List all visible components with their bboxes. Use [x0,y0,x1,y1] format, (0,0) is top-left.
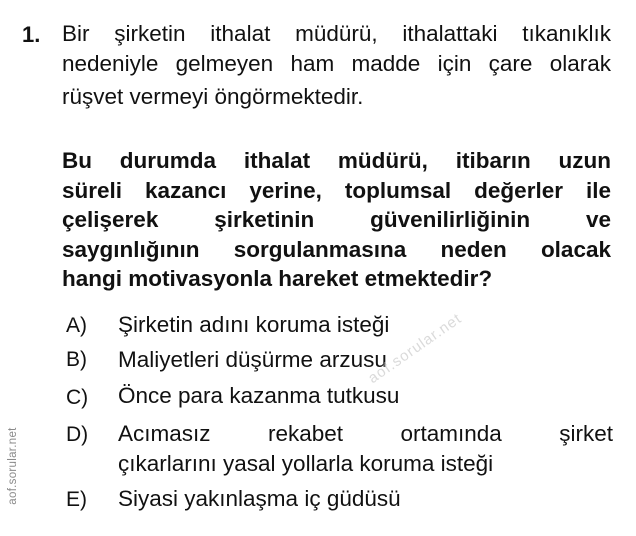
stem-line: Bir şirketin ithalat müdürü, ithalattaki tıkanıklık [62,21,611,46]
prompt-line: saygınlığının sorgulanmasına neden olacak [62,236,611,262]
option-line: Maliyetleri düşürme arzusu [118,347,387,372]
stem-line: nedeniyle gelmeyen ham madde için çare olarak [62,51,611,76]
option-line: Siyasi yakınlaşma iç güdüsü [118,486,401,511]
option-line: Şirketin adını koruma isteği [118,312,390,337]
question-prompt [62,146,611,294]
prompt-line: hangi motivasyonla hareket etmektedir? [62,266,493,291]
option-c-text[interactable] [118,381,613,411]
question-stem [62,19,611,112]
side-watermark: aof.sorular.net [7,427,19,505]
option-e-letter[interactable]: E) [66,488,87,511]
option-a-text[interactable] [118,310,613,340]
prompt-line: Bu durumda ithalat müdürü, itibarın uzun [62,148,611,173]
option-e-text[interactable] [118,484,613,514]
option-a-letter[interactable]: A) [66,314,87,337]
option-b-letter[interactable]: B) [66,348,87,371]
option-c-letter[interactable]: C) [66,386,89,409]
prompt-line: çelişerek şirketinin güvenilirliğinin ve [62,207,611,232]
option-b-text[interactable] [118,345,613,375]
stem-line: rüşvet vermeyi öngörmektedir. [62,84,364,109]
diagonal-watermark: aof.sorular.net [365,309,465,388]
question-number: 1. [22,22,41,47]
option-line: Önce para kazanma tutkusu [118,383,400,408]
option-d-text[interactable] [118,419,613,479]
prompt-line: süreli kazancı yerine, toplumsal değerler ile [62,177,611,203]
option-line: çıkarlarını yasal yollarla koruma isteği [118,451,494,476]
option-d-letter[interactable]: D) [66,423,89,446]
option-line: Acımasız rekabet ortamında şirket [118,421,613,446]
